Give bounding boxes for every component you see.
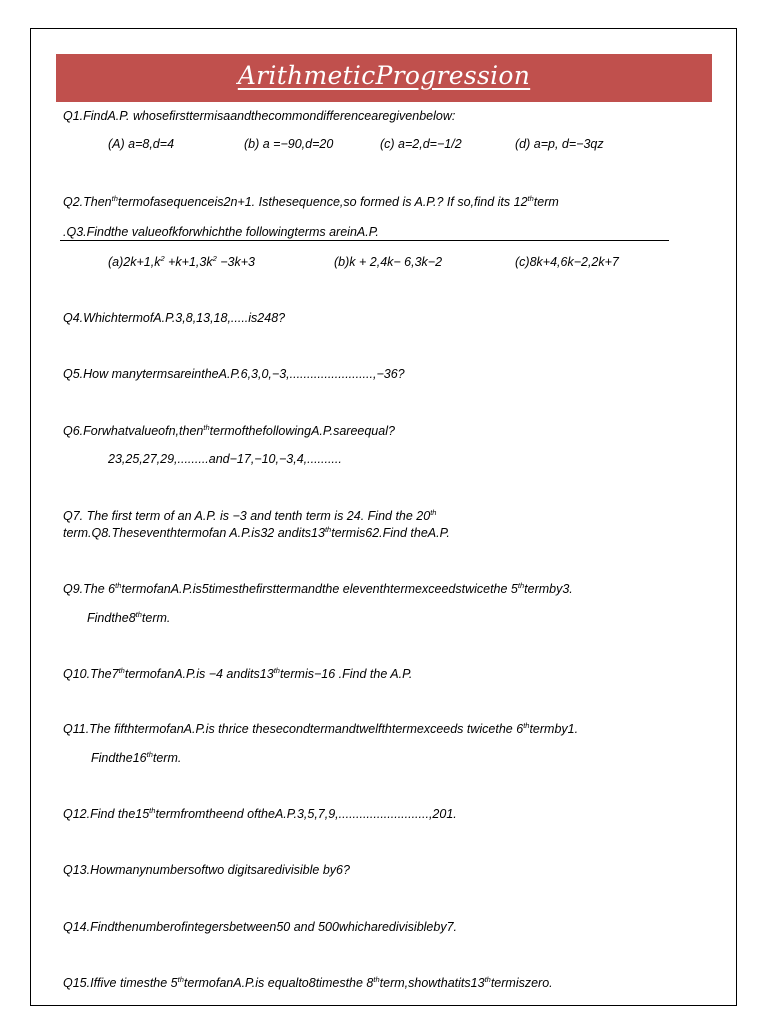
- question-11: Q11.The fifthtermofanA.P.is thrice thesecondtermandtwelfthtermexceeds twicethe 6thtermby1.: [63, 721, 579, 736]
- q3-option-c: (c)8k+4,6k−2,2k+7: [515, 255, 619, 269]
- question-6: Q6.Forwhatvalueofn,then$^{th}$termofthefollowingA.P.sareequal?: [63, 423, 395, 438]
- question-9-line-2: Findthe8thterm.: [87, 610, 171, 625]
- question-5: Q5.How manytermsareintheA.P.6,3,0,−3,........................,−36?: [63, 367, 405, 381]
- page-title: ArithmeticProgression: [237, 61, 531, 90]
- title-banner: [56, 54, 712, 102]
- q3-option-b: (b)k + 2,4k− 6,3k−2: [334, 255, 443, 269]
- question-7: Q7. The first term of an A.P. is −3 and tenth term is 24. Find the 20th: [63, 508, 437, 523]
- question-3: .Q3.Findthe valueofkforwhichthe followingterms areinA.P.: [63, 225, 379, 239]
- question-14: Q14.Findthenumberofintegersbetween50 and 500whicharedivisibleby7.: [63, 920, 458, 934]
- question-10: Q10.The7thtermofanA.P.is −4 andits13thtermis−16 .Find the A.P.: [63, 666, 413, 681]
- question-8: term.Q8.Theseventhtermofan A.P.is32 andits13thtermis62.Find theA.P.: [63, 525, 450, 540]
- question-1: Q1.FindA.P. whosefirsttermisaandthecommondifferencearegivenbelow:: [63, 109, 456, 123]
- q1-option-d: (d) a=p, d=−3qz: [515, 137, 604, 151]
- q1-option-c: (c) a=2,d=−1/2: [380, 137, 462, 151]
- question-13: Q13.Howmanynumbersoftwo digitsaredivisible by6?: [63, 863, 350, 877]
- horizontal-rule: [60, 240, 669, 241]
- q1-option-b: (b) a =−90,d=20: [244, 137, 334, 151]
- question-2: Q2.Then$^{th}$termofasequenceis2n+1. Isthesequence,so formed is A.P.? If so,find its 12thterm: [63, 194, 559, 209]
- q6-sequences: 23,25,27,29,.........and−17,−10,−3,4,..........: [108, 452, 342, 466]
- question-9: Q9.The 6thtermofanA.P.is5timesthefirsttermandthe eleventhtermexceedstwicethe 5thtermby3.: [63, 581, 573, 596]
- q3-option-a: $(a)2k+1,k^2 +k+1,3k^2 -3k+3$: [108, 254, 255, 269]
- question-12: Q12.Find the15thtermfromtheend oftheA.P.3,5,7,9,..........................,201.: [63, 806, 457, 821]
- question-4: Q4.WhichtermofA.P.3,8,13,18,.....is248?: [63, 311, 286, 325]
- q1-option-a: (A) a=8,d=4: [108, 137, 175, 151]
- question-11-line-2: Findthe16thterm.: [91, 750, 182, 765]
- question-15: Q15.Iffive timesthe 5thtermofanA.P.is equalto8timesthe 8thterm,showthatits13thtermiszero.: [63, 975, 553, 990]
